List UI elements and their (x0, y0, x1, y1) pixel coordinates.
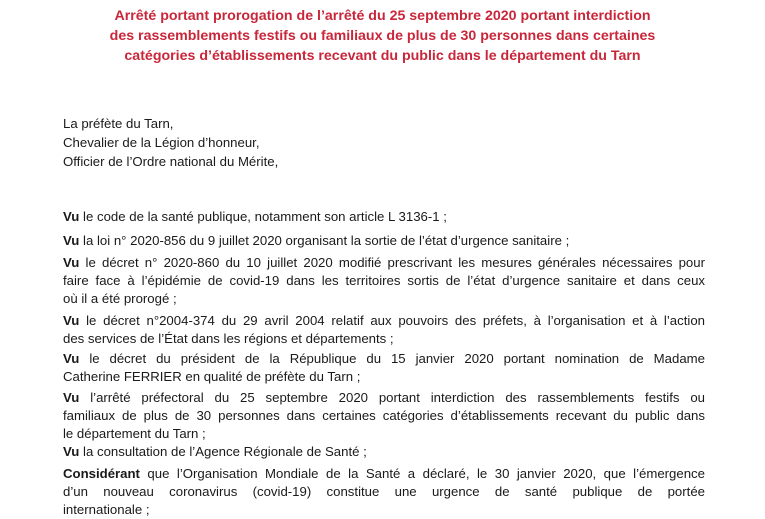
paragraph-line: la consultation de l’Agence Régionale de Santé ; (83, 444, 367, 459)
paragraph-line: le décret du président de la République du 15 janvier 2020 portant nomination de Madame (89, 351, 705, 366)
vu-consultation-ars (63, 443, 705, 461)
paragraph-line: que l’Organisation Mondiale de la Santé a déclaré, le 30 janvier 2020, que l’émergence (147, 466, 705, 481)
paragraph-line: faire face à l’épidémie de covid-19 dans les territoires sortis de l’état d’urgence sanitaire et dans ceux (63, 273, 705, 288)
paragraph-line: l’arrêté préfectoral du 25 septembre 2020 portant interdiction des rassemblements festifs ou (90, 390, 705, 405)
paragraph-line: le code de la santé publique, notamment son article L 3136-1 ; (83, 209, 447, 224)
considerant-keyword: Considérant (63, 466, 140, 481)
vu-keyword: Vu (63, 255, 80, 270)
paragraph-line: le décret n° 2020-860 du 10 juillet 2020 modifié prescrivant les mesures générales nécessaires pour (85, 255, 705, 270)
vu-keyword: Vu (63, 313, 80, 328)
signatory-block (63, 114, 278, 171)
paragraph-line: d’un nouveau coronavirus (covid-19) constitue une urgence de santé publique de portée (63, 484, 705, 499)
vu-keyword: Vu (63, 390, 80, 405)
paragraph-line: familiaux de plus de 30 personnes dans certaines catégories d’établissements recevant du public dans (63, 408, 705, 423)
paragraph-line: le décret n°2004-374 du 29 avril 2004 relatif aux pouvoirs des préfets, à l’organisation et à l’action (86, 313, 705, 328)
paragraph-line: la loi n° 2020-856 du 9 juillet 2020 organisant la sortie de l’état d’urgence sanitaire ; (83, 233, 570, 248)
signatory-line-1: La préfète du Tarn, (63, 116, 174, 131)
title-line-3: catégories d’établissements recevant du public dans le département du Tarn (124, 48, 641, 64)
paragraph-line: internationale ; (63, 502, 150, 517)
vu-keyword: Vu (63, 351, 80, 366)
vu-decret-2004-374 (63, 312, 705, 348)
vu-decret-nomination (63, 350, 705, 386)
paragraph-line: des services de l’État dans les régions et départements ; (63, 331, 394, 346)
vu-loi-2020-856 (63, 232, 705, 250)
paragraph-line: où il a été prorogé ; (63, 291, 177, 306)
vu-arrete-prefectoral (63, 389, 705, 443)
vu-keyword: Vu (63, 233, 80, 248)
vu-decret-2020-860 (63, 254, 705, 308)
considerant-oms (63, 465, 705, 519)
title-line-1: Arrêté portant prorogation de l’arrêté du 25 septembre 2020 portant interdiction (114, 8, 651, 24)
signatory-line-3: Officier de l’Ordre national du Mérite, (63, 154, 279, 169)
vu-keyword: Vu (63, 444, 80, 459)
document-title (60, 6, 705, 66)
vu-keyword: Vu (63, 209, 80, 224)
vu-code-sante-publique (63, 208, 705, 226)
signatory-line-2: Chevalier de la Légion d’honneur, (63, 135, 260, 150)
paragraph-line: le département du Tarn ; (63, 426, 206, 441)
title-line-2: des rassemblements festifs ou familiaux de plus de 30 personnes dans certaines (109, 28, 656, 44)
paragraph-line: Catherine FERRIER en qualité de préfète du Tarn ; (63, 369, 361, 384)
